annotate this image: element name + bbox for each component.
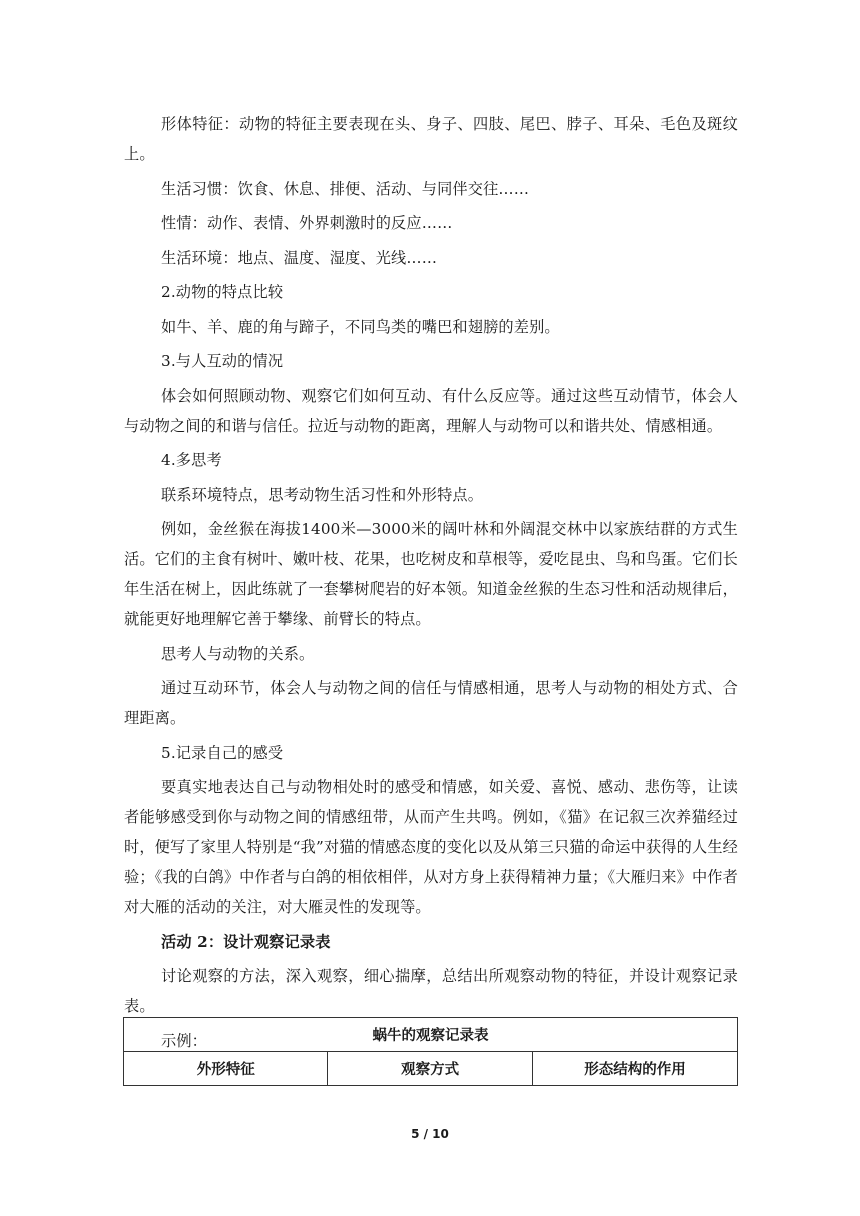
document-body xyxy=(124,109,738,1060)
section-heading-4: 4.多思考 xyxy=(161,451,222,469)
header-appearance: 外形特征 xyxy=(124,1052,328,1086)
table-title: 蜗牛的观察记录表 xyxy=(124,1018,738,1052)
paragraph-golden-monkey: 例如，金丝猴在海拔1400米—3000米的阔叶林和外阔混交林中以家族结群的方式生活。它们的主食有树叶、嫩叶枝、花果，也吃树皮和草根等，爱吃昆虫、鸟和鸟蛋。它们长年生活在树上，因此练就了一套攀树爬岩的好本领。知道金丝猴的生态习性和活动规律后，就能更好地理解它善于攀缘、前臂长的特点。 xyxy=(124,520,738,628)
paragraph-comparison: 如牛、羊、鹿的角与蹄子，不同鸟类的嘴巴和翅膀的差别。 xyxy=(161,317,560,336)
section-heading-3: 3.与人互动的情况 xyxy=(161,352,284,370)
observation-record-table xyxy=(123,1017,738,1086)
paragraph-habits: 生活习惯：饮食、休息、排便、活动、与同伴交往…… xyxy=(161,179,530,198)
header-method: 观察方式 xyxy=(328,1052,532,1086)
paragraph-trust: 通过互动环节，体会人与动物之间的信任与情感相通，思考人与动物的相处方式、合理距离。 xyxy=(124,679,738,727)
paragraph-temperament: 性情：动作、表情、外界刺激时的反应…… xyxy=(161,214,453,232)
section-heading-5: 5.记录自己的感受 xyxy=(161,743,284,762)
paragraph-body-shape: 形体特征：动物的特征主要表现在头、身子、四肢、尾巴、脖子、耳朵、毛色及斑纹上。 xyxy=(124,115,738,163)
paragraph-feelings: 要真实地表达自己与动物相处时的感受和情感，如关爱、喜悦、感动、悲伤等，让读者能够感受到你与动物之间的情感纽带，从而产生共鸣。例如，《猫》在记叙三次养猫经过时，便写了家里人特别是“我”对猫的情感态度的变化以及从第三只猫的命运中获得的人生经验；《我的白鸽》中作者与白鸽的相依相伴，从对方身上获得精神力量；《大雁归来》中作者对大雁的活动的关注，对大雁灵性的发现等。 xyxy=(124,778,738,916)
paragraph-environment-link: 联系环境特点，思考动物生活习性和外形特点。 xyxy=(161,485,484,504)
section-heading-2: 2.动物的特点比较 xyxy=(161,283,284,301)
activity-2-heading: 活动 2：设计观察记录表 xyxy=(161,932,331,951)
page-number: 5 / 10 xyxy=(411,1127,449,1141)
table-header-row xyxy=(124,1052,738,1086)
example-label: 示例： xyxy=(161,1031,208,1050)
paragraph-relationship: 思考人与动物的关系。 xyxy=(161,644,315,663)
paragraph-environment: 生活环境：地点、温度、湿度、光线…… xyxy=(161,248,438,267)
table-title-row xyxy=(124,1018,738,1052)
header-structure-function: 形态结构的作用 xyxy=(532,1052,737,1086)
paragraph-observation-method: 讨论观察的方法，深入观察，细心揣摩，总结出所观察动物的特征，并设计观察记录表。 xyxy=(124,967,738,1015)
paragraph-interaction: 体会如何照顾动物、观察它们如何互动、有什么反应等。通过这些互动情节，体会人与动物之间的和谐与信任。拉近与动物的距离，理解人与动物可以和谐共处、情感相通。 xyxy=(124,386,738,435)
